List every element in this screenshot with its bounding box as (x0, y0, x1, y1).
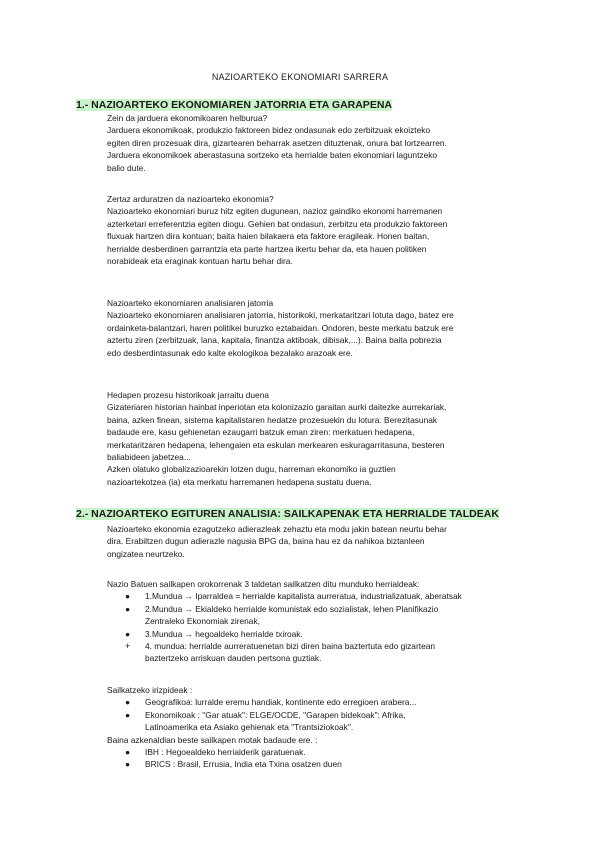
list-item (107, 603, 537, 628)
list-item-text: BRICS : Brasil, Errusia, India eta Txina osatzen duen (145, 759, 342, 770)
paragraph-line: dira. Erabiltzen dugun adierazle nagusia BPG da, baina hau ez da nahikoa biztanleen (107, 536, 425, 547)
paragraph-line: herrialde desberdinen garrantzia eta parte hartzea ikertu behar da, eta hauen politiken (107, 243, 427, 254)
block-origin (107, 297, 532, 359)
bullet-icon: ● (125, 628, 131, 639)
paragraph-line: ongizatea neurtzeko. (107, 548, 185, 559)
list-item-text: baztertzeko arriskuan dauden pertsona guztiak. (145, 653, 322, 664)
paragraph-line: badaude ere, kasu gehienetan ezaugarri batzuk eman ziren: merkatuen hedapena, (107, 427, 415, 438)
paragraph-line: aztertu ziren (zerbitzuak, lana, kapitala, finantza aktiboak, dibisak,...). Baina baita pobrezia (107, 335, 442, 346)
paragraph-line: balio dute. (107, 162, 146, 173)
paragraph-line: Gizateriaren historian hainbat inperiotan eta kolonizazio garaitan aurki daitezke aurrekariak, (107, 402, 447, 413)
plus-icon: + (125, 641, 131, 652)
list-item (107, 758, 537, 770)
paragraph-line: Nazioarteko ekonomiari buruz hitz egiten dugunean, nazioz gaindiko ekonomi harremanen (107, 206, 443, 217)
block-scope (107, 193, 532, 267)
other-lead: Baina azkenaldian beste sailkapen motak badaude ere. : (107, 734, 318, 745)
bullet-icon: ● (125, 603, 131, 614)
bullet-icon: ● (125, 747, 131, 758)
paragraph-line: Nazioarteko ekonomiaren analisiaren jatorria, historikoki, merkataritzari lotuta dago, batez ere (107, 310, 454, 321)
list-item-text: Geografikoa: lurralde eremu handiak, kontinente edo erregioen arabera... (145, 697, 417, 708)
paragraph-line: Azken olatuko globalizazioarekin lotzen dugu, harreman ekonomiko ia guztien (107, 464, 396, 475)
paragraph-line: Jarduera ekonomikoek aberastasuna sortzeko eta herrialde baten ekonomiari laguntzeko (107, 150, 438, 161)
paragraph-line: Nazioarteko ekonomia ezagutzeko adierazleak zehaztu eta modu jakin batean neurtu behar (107, 524, 447, 534)
paragraph-line: nazioartekotzea (ia) eta merkatu harremanen hedapena sustatu duena. (107, 476, 372, 487)
section-2-heading (74, 508, 501, 521)
paragraph-line: baina, azken finean, sistema kapitalistaren hedatze prozesuekin du lotura. Berezitasunak (107, 414, 438, 425)
list-item-text: IBH : Hegoealdeko herrialderik garatuenak. (145, 747, 306, 758)
paragraph-line: merkataritzaren hedapena, lehengaien eta eskulan merkearen eskuragarritasuna, besteren (107, 439, 445, 450)
list-item (107, 696, 537, 708)
list-item (107, 628, 537, 640)
paragraph-line: egiten diren prozesuak dira, gizartearen beharrak asetzen dituztenak, onura bat lortzearren. (107, 137, 447, 148)
block-history (107, 389, 532, 488)
section-1-heading-text: 1.- NAZIOARTEKO EKONOMIAREN JATORRIA ETA GARAPENA (76, 99, 392, 111)
block-purpose (107, 112, 532, 174)
list-item (107, 590, 537, 602)
section-2-intro (107, 523, 532, 560)
list-item (107, 746, 537, 758)
criteria-lead: Sailkatzeko irizpideak : (107, 685, 193, 695)
paragraph-line: ordainketa-balantzari, haren politikei buruzko eztabaidan. Ondoren, beste merkatu batzuk ere (107, 322, 454, 333)
document-title: NAZIOARTEKO EKONOMIARI SARRERA (211, 72, 389, 82)
section-2-heading-text: 2.- NAZIOARTEKO EGITUREN ANALISIA: SAILKAPENAK ETA HERRIALDE TALDEAK (76, 508, 499, 520)
paragraph-line: fluxuak hartzen dira kontuan; baita haien bilakaera eta faktore eragileak. Honen baitan, (107, 231, 430, 242)
paragraph-line: Jarduera ekonomikoak, produkzio faktoreen bidez ondasunak edo zerbitzuak ekoizteko (107, 125, 431, 136)
criteria-list (107, 684, 537, 771)
question-history: Hedapen prozesu historikoak jarraitu duena (107, 390, 270, 400)
paragraph-line: edo desberdintasunak edo kalte ekologikoa bezalako arazoak ere. (107, 347, 353, 358)
question-origin: Nazioarteko ekonomiaren analisiaren jatorria (107, 298, 274, 308)
bullet-icon: ● (125, 697, 131, 708)
paragraph-line: azterketari erreferentzia egiten diogu. Gehien bat ondasun, zerbitzu eta produkzio faktoreen (107, 218, 448, 229)
question-scope: Zertaz arduratzen da nazioarteko ekonomia? (107, 194, 274, 204)
list-item-text: Ekonomikoak : "Gar atuak": ELGE/OCDE, "Garapen bidekoak": Afrika, (145, 709, 406, 720)
list-item-text: Latinoamerika eta Asiako gehienak eta "Trantsiziokoak". (145, 722, 354, 733)
un-lead: Nazio Batuen sailkapen orokorrenak 3 taldetan sailkatzen ditu munduko herrialdeak: (107, 579, 420, 589)
list-item (107, 640, 537, 665)
section-1-heading (74, 99, 394, 112)
bullet-icon: ● (125, 709, 131, 720)
bullet-icon: ● (125, 591, 131, 602)
list-item-text: 3.Mundua → hegoaldeko herrialde txiroak. (145, 628, 303, 639)
list-item (107, 709, 537, 734)
list-item-text: 1.Mundua → Iparraldea = herrialde kapitalista aurreratua, industrializatuak, aberatsak (145, 591, 462, 602)
question-purpose: Zein da jarduera ekonomikoaren helburua? (107, 113, 268, 123)
bullet-icon: ● (125, 759, 131, 770)
list-item-text: Zentraleko Ekonomiak zirenak, (145, 616, 260, 627)
un-classification (107, 578, 537, 665)
list-item-text: 2.Mundua → Ekialdeko herrialde komunistak edo sozialistak, lehen Planifikazio (145, 603, 439, 614)
list-item-text: 4. mundua: herrialde aurreratuenetan bizi diren baina baztertuta edo gizartean (145, 641, 436, 652)
paragraph-line: norabideak eta eraginak kontuan hartu behar dira. (107, 256, 293, 267)
paragraph-line: baliabideen jabetzea... (107, 452, 191, 463)
